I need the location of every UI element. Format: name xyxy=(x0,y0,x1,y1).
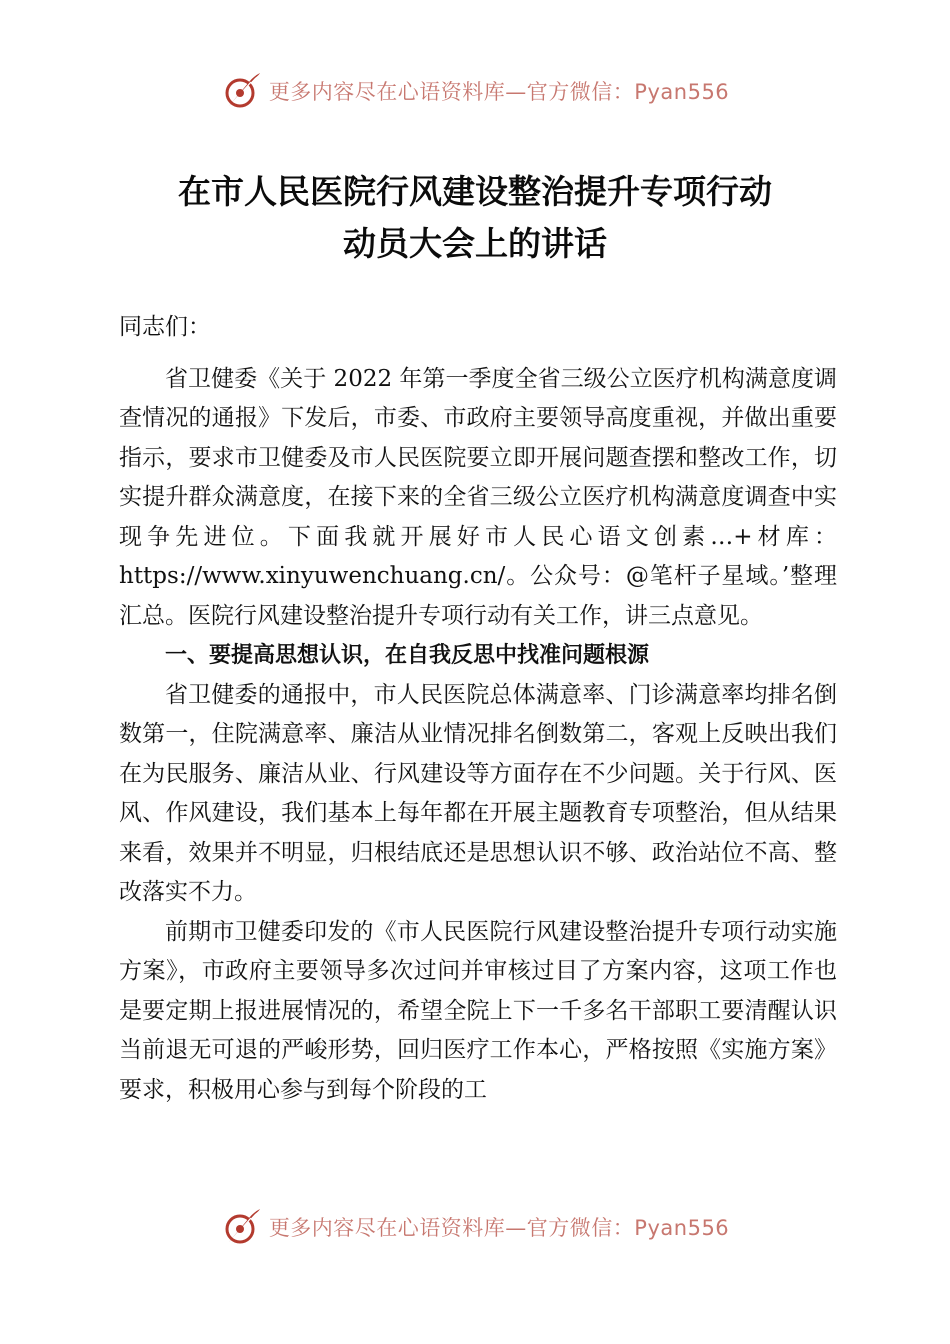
title-line-1: 在市人民医院行风建设整治提升专项行动 xyxy=(178,172,772,211)
body-paragraph: 前期市卫健委印发的《市人民医院行风建设整治提升专项行动实施方案》，市政府主要领导多次过问并审核过目了方案内容，这项工作也是要定期上报进展情况的，希望全院上下一千多名干部职工要清醒认识当前退无可退的严峻形势，回归医疗工作本心，严格按照《实施方案》要求，积极用心参与到每个阶段的工 xyxy=(119,918,837,1103)
page-title xyxy=(0,166,950,270)
watermark-text: 更多内容尽在心语资料库—官方微信：Pyan556 xyxy=(268,80,730,104)
section-heading: 一、要提高思想认识，在自我反思中找准问题根源 xyxy=(165,643,650,668)
header-watermark xyxy=(0,66,950,116)
watermark-text: 更多内容尽在心语资料库—官方微信：Pyan556 xyxy=(268,1216,730,1240)
quill-logo-icon xyxy=(221,70,263,112)
body-paragraph: 省卫健委《关于 2022 年第一季度全省三级公立医疗机构满意度调查情况的通报》下发后，市委、市政府主要领导高度重视，并做出重要指示，要求市卫健委及市人民医院要立即开展问题查摆和整改工作，切实提升群众满意度，在接下来的全省三级公立医疗机构满意度调查中实现争先进位。下面我就开展好市人民心语文创素…+材库：https://www.xinyuwenchuang.cn/。公众号：@笔杆子星域。’整理汇总。医院行风建设整治提升专项行动有关工作，讲三点意见。 xyxy=(119,365,837,629)
title-line-2: 动员大会上的讲话 xyxy=(343,224,607,263)
document-body xyxy=(119,308,837,1110)
quill-logo-icon xyxy=(221,1206,263,1248)
body-paragraph: 省卫健委的通报中，市人民医院总体满意率、门诊满意率均排名倒数第一，住院满意率、廉洁从业情况排名倒数第二，客观上反映出我们在为民服务、廉洁从业、行风建设等方面存在不少问题。关于行风、医风、作风建设，我们基本上每年都在开展主题教育专项整治，但从结果来看，效果并不明显，归根结底还是思想认识不够、政治站位不高、整改落实不力。 xyxy=(119,681,837,905)
salutation: 同志们： xyxy=(119,314,211,340)
footer-watermark xyxy=(0,1202,950,1252)
